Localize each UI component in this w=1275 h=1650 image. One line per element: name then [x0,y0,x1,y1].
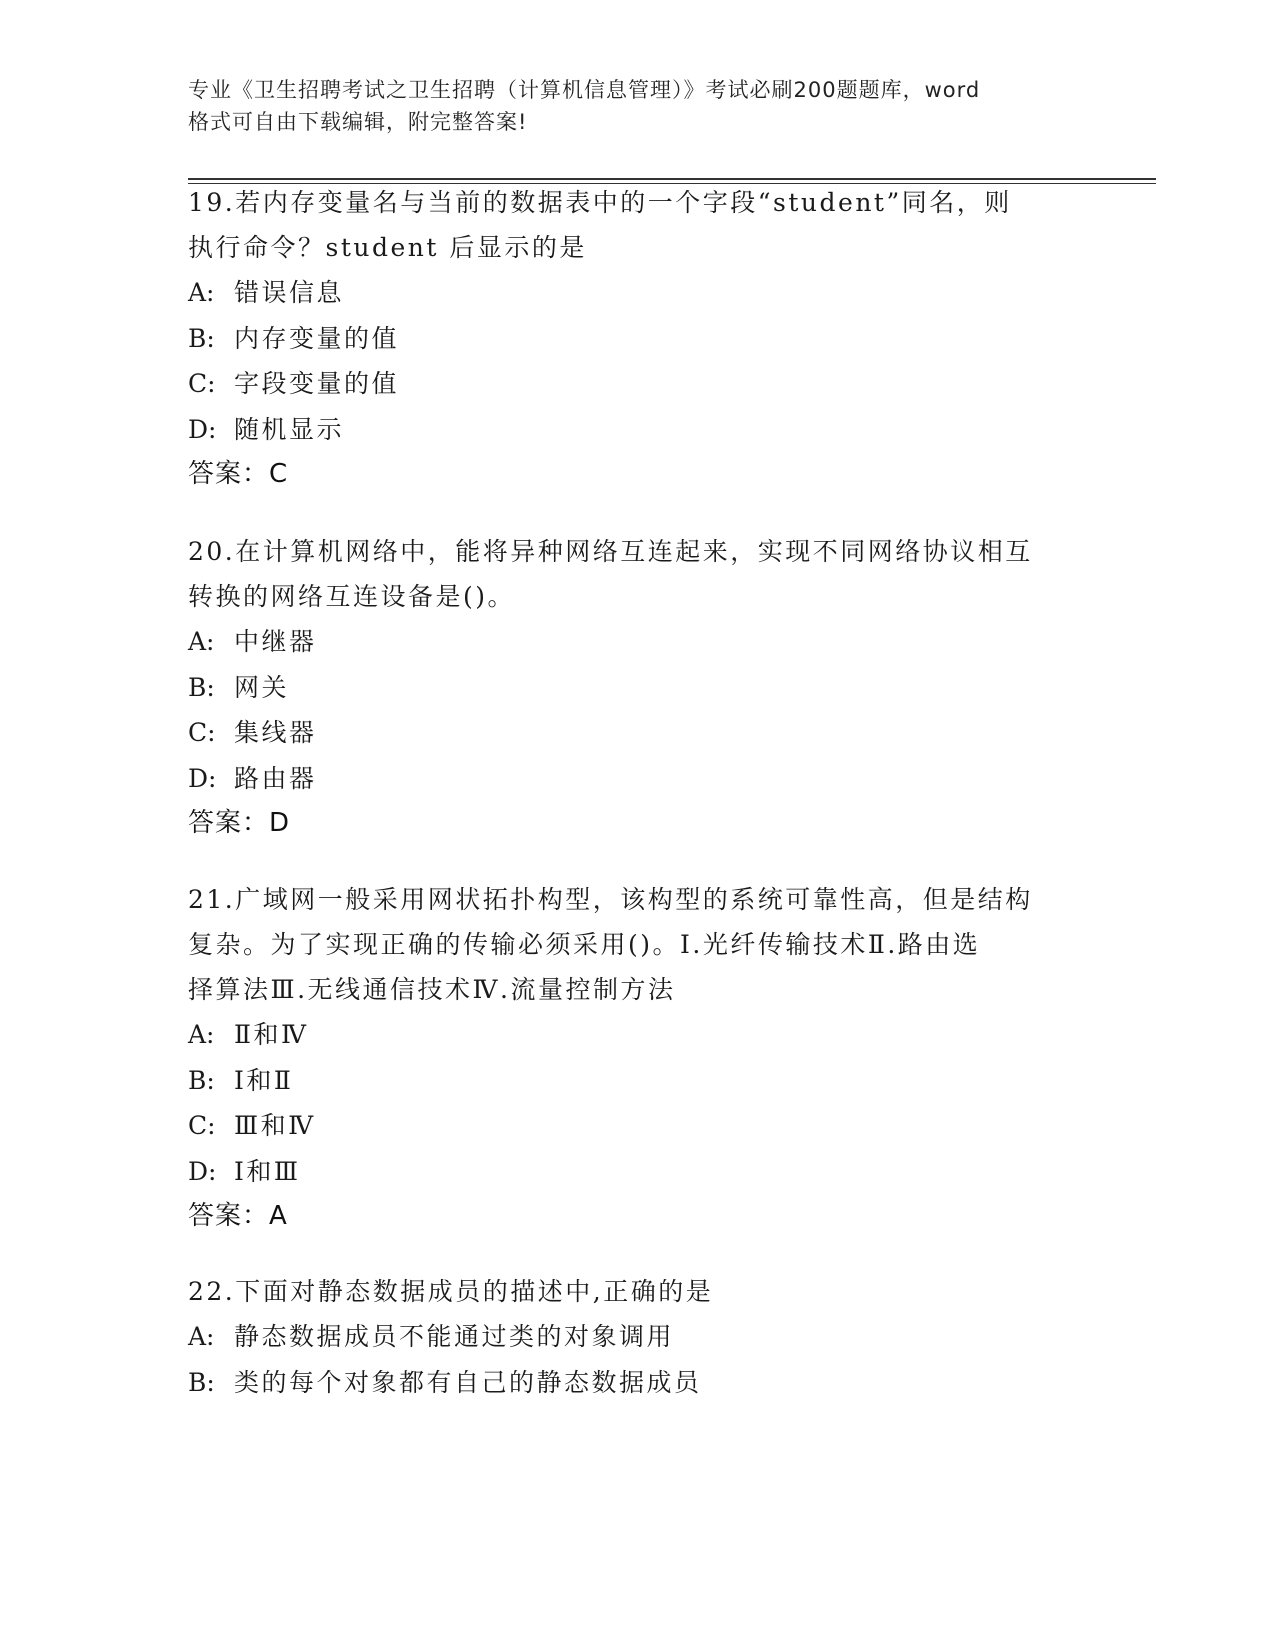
option-letter: D: [188,1156,217,1186]
option-letter: C: [188,1111,216,1140]
question-stem-line: 21.广域网一般采用网状拓扑构型，该构型的系统可靠性高，但是结构 [188,885,1033,914]
question-stem-line: 转换的网络互连设备是()。 [188,582,516,611]
option-d [188,756,1078,802]
option-letter: A: [188,1020,215,1049]
option-text: 集线器 [234,718,317,747]
option-letter: C: [188,718,216,747]
answer-label: 答案：A [188,1201,288,1231]
option-text: Ⅰ和Ⅱ [234,1065,294,1095]
option-b [188,1360,1078,1406]
option-text: 中继器 [234,627,317,656]
header-line-1: 专业《卫生招聘考试之卫生招聘（计算机信息管理）》考试必刷200题题库，word [188,78,981,102]
question-stem-line: 执行命令？student 后显示的是 [188,233,587,262]
option-text: 内存变量的值 [234,323,400,353]
option-text: Ⅲ和Ⅳ [234,1111,316,1140]
option-c [188,1103,1078,1149]
document-header [188,74,1088,138]
option-text: Ⅱ和Ⅳ [234,1020,309,1049]
answer-label: 答案：D [188,808,291,838]
option-letter: C: [188,369,216,398]
option-a [188,1314,1078,1360]
option-letter: A: [188,278,215,307]
header-line-2: 格式可自由下载编辑，附完整答案! [188,110,528,134]
option-letter: B: [188,323,215,353]
option-text: 字段变量的值 [234,369,400,398]
option-text: 随机显示 [234,414,345,444]
option-b [188,316,1078,362]
question-19 [188,180,1078,497]
question-22 [188,1269,1078,1405]
option-letter: A: [188,627,215,656]
option-letter: D: [188,414,217,444]
question-stem-line: 择算法Ⅲ.无线通信技术Ⅳ.流量控制方法 [188,975,676,1004]
question-21 [188,877,1078,1239]
option-b [188,1058,1078,1104]
option-letter: B: [188,672,215,702]
option-letter: D: [188,763,217,793]
option-text: 路由器 [234,763,317,793]
option-a [188,1012,1078,1058]
question-20 [188,529,1078,846]
option-text: 类的每个对象都有自己的静态数据成员 [234,1367,702,1397]
option-letter: A: [188,1322,215,1351]
option-text: Ⅰ和Ⅲ [234,1156,301,1186]
question-stem-line: 20.在计算机网络中，能将异种网络互连起来，实现不同网络协议相互 [188,537,1033,566]
question-stem-line: 19.若内存变量名与当前的数据表中的一个字段“student”同名，则 [188,188,1012,217]
option-letter: B: [188,1367,215,1397]
option-a [188,619,1078,665]
option-c [188,361,1078,407]
option-text: 错误信息 [234,278,345,307]
option-a [188,270,1078,316]
question-stem-line: 22.下面对静态数据成员的描述中,正确的是 [188,1277,714,1306]
option-d [188,407,1078,453]
option-b [188,665,1078,711]
answer-label: 答案：C [188,459,289,489]
option-text: 静态数据成员不能通过类的对象调用 [234,1322,675,1351]
option-c [188,710,1078,756]
option-d [188,1149,1078,1195]
option-text: 网关 [234,672,290,702]
option-letter: B: [188,1065,215,1095]
question-stem-line: 复杂。为了实现正确的传输必须采用()。Ⅰ.光纤传输技术Ⅱ.路由选 [188,930,981,959]
